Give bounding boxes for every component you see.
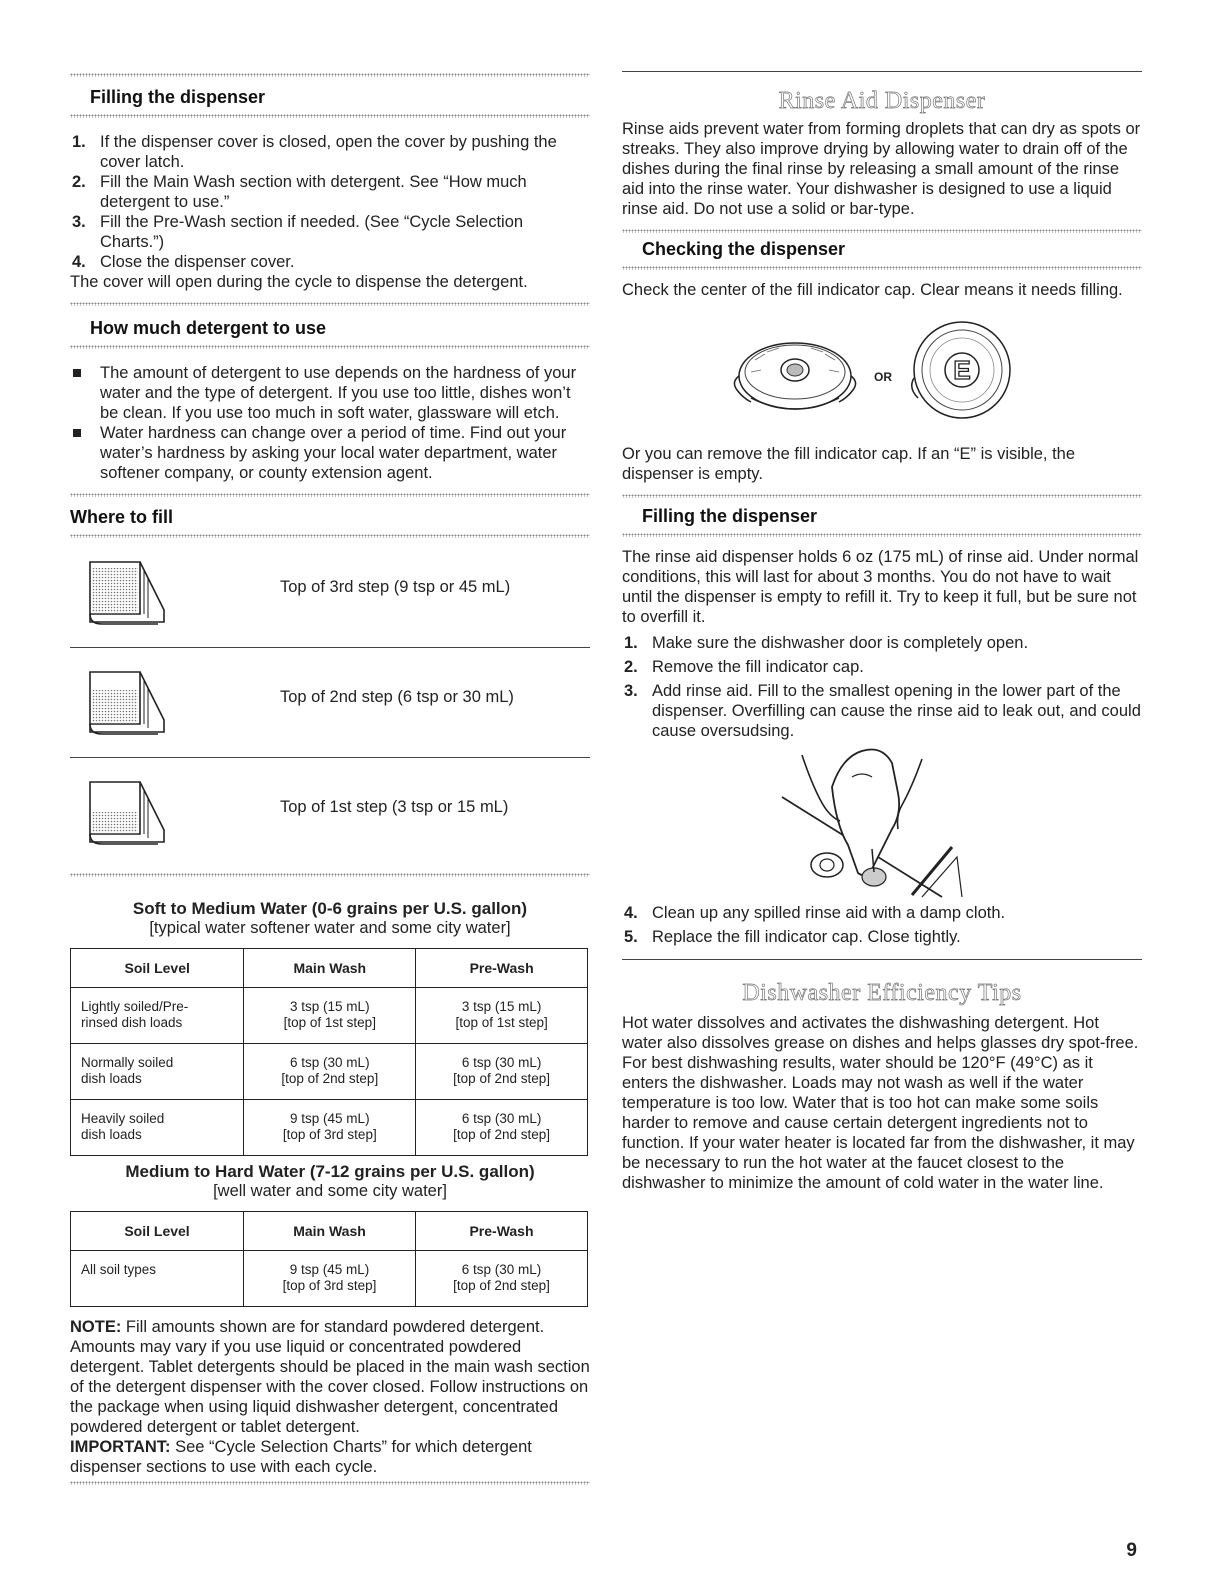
table-cell: Heavily soiled dish loads [71,1100,244,1156]
divider [70,302,590,306]
rinse-filling-steps [622,633,1142,741]
step-text: Clean up any spilled rinse aid with a damp cloth. [652,904,1006,922]
table-cell: 6 tsp (30 mL) [top of 2nd step] [416,1100,588,1156]
table-cell: 9 tsp (45 mL) [top of 3rd step] [244,1100,416,1156]
right-column [622,0,1142,1193]
hard-water-title: Medium to Hard Water (7-12 grains per U.S. gallon) [125,1162,535,1181]
hard-water-subtitle: [well water and some city water] [213,1182,447,1200]
divider [622,229,1142,233]
step-number: 2. [72,173,86,191]
step-text: Add rinse aid. Fill to the smallest opening in the lower part of the dispenser. Overfilling can cause the rinse aid to leak out, and could cause oversudsing. [652,682,1141,740]
bullet-item: The amount of detergent to use depends on the hardness of your water and the type of detergent. If you use too little, dishes won’t be clean. If you use too much in soft water, glassware will etch. [70,363,590,423]
table-cell: All soil types [71,1251,244,1307]
efficiency-text: Hot water dissolves and activates the dishwashing detergent. Hot water also dissolves grease on dishes and helps glasses dry spot-free. For best dishwashing results, water should be 120°F (49°C) as it enters the dishwasher. Loads may not wash as well if the water temperature is too low. Water that is too hot can make some soils harder to remove and cause certain detergent ingredients not to function. If your water heater is located far from the dishwasher, it may be necessary to run the hot water at the faucet closest to the dishwasher to minimize the amount of cold water in the water line. [622,1014,1139,1192]
step-item [622,657,1142,677]
table-row [71,1251,588,1307]
bullet-item: Water hardness can change over a period of time. Find out your water’s hardness by asking your local water department, water softener company, or county extension agent. [70,423,590,483]
fill-levels [70,552,590,867]
soft-water-subtitle: [typical water softener water and some city water] [149,919,511,937]
soft-water-table [70,948,588,1156]
step-item [622,633,1142,653]
step-item [70,132,590,172]
step-number: 2. [624,658,638,676]
detergent-cup-icon [74,772,174,852]
table-header-cell: Pre-Wash [416,1212,588,1251]
table-cell: Normally soiled dish loads [71,1044,244,1100]
divider [70,345,590,349]
table-header-row [71,1212,588,1251]
checking-text: Check the center of the fill indicator cap. Clear means it needs filling. [622,281,1123,299]
table-header-cell: Soil Level [71,1212,244,1251]
fill-level-row [70,772,590,867]
rinse-aid-heading: Rinse Aid Dispenser [778,88,986,114]
detergent-cup-icon [74,662,174,742]
filling-after: The cover will open during the cycle to dispense the detergent. [70,273,528,291]
soft-water-title: Soft to Medium Water (0-6 grains per U.S. gallon) [132,899,528,918]
fill-indicator-illustration [622,314,1142,432]
divider [622,533,1142,537]
table-cell: 6 tsp (30 mL) [top of 2nd step] [244,1044,416,1100]
where-title: Where to fill [70,507,173,527]
page-number: 9 [1126,1540,1137,1561]
rinse-aid-bottle-icon [622,747,1142,899]
detergent-cup-icon [74,552,174,632]
step-text: Fill the Main Wash section with detergent. See “How much detergent to use.” [100,173,527,211]
step-text: Make sure the dishwasher door is completely open. [652,634,1029,652]
howmuch-bullets [70,363,590,483]
table-row [71,988,588,1044]
table-cell: Lightly soiled/Pre- rinsed dish loads [71,988,244,1044]
step-number: 1. [624,634,638,652]
table-cell: 3 tsp (15 mL) [top of 1st step] [416,988,588,1044]
rinse-filling-intro: The rinse aid dispenser holds 6 oz (175 mL) of rinse aid. Under normal conditions, this will last for about 3 months. You do not have to wait until the dispenser is empty to refill it. Try to keep it full, but be sure not to overfill it. [622,548,1139,626]
divider [622,266,1142,270]
checking-title: Checking the dispenser [642,239,846,259]
step-text: Remove the fill indicator cap. [652,658,864,676]
step-number: 3. [72,213,86,231]
divider [70,493,590,497]
divider [70,873,590,877]
step-number: 3. [624,682,638,700]
cap-or-label: OR [874,370,892,384]
divider [622,494,1142,498]
divider [70,534,590,538]
fill-level-label: Top of 2nd step (6 tsp or 30 mL) [280,688,514,706]
table-cell: 3 tsp (15 mL) [top of 1st step] [244,988,416,1044]
howmuch-title: How much detergent to use [90,318,327,338]
step-text: Replace the fill indicator cap. Close tightly. [652,928,961,946]
efficiency-heading: Dishwasher Efficiency Tips [742,980,1022,1006]
filling-title-right: Filling the dispenser [642,506,818,526]
table-header-cell: Soil Level [71,949,244,988]
important-label: IMPORTANT: [70,1438,171,1456]
step-number: 4. [624,904,638,922]
step-item [622,903,1142,923]
divider [70,114,590,118]
note-text: Fill amounts shown are for standard powdered detergent. Amounts may vary if you use liquid or concentrated powdered detergent. Tablet detergents should be placed in the main wash section of the detergent dispenser with the cover closed. Follow instructions on the package when using liquid dishwasher detergent, concentrated powdered detergent or tablet detergent. [70,1318,590,1436]
important-paragraph [70,1437,590,1477]
step-item [70,212,590,252]
rinse-filling-steps-continued [622,903,1142,947]
step-text: Fill the Pre-Wash section if needed. (See “Cycle Selection Charts.”) [100,213,524,251]
table-row [71,1100,588,1156]
section-rule [622,959,1142,960]
divider [70,73,590,77]
fill-cap-icon [622,314,1142,432]
table-header-cell: Main Wash [244,949,416,988]
table-cell: 6 tsp (30 mL) [top of 2nd step] [416,1044,588,1100]
left-column [70,0,590,1485]
table-cell: 9 tsp (45 mL) [top of 3rd step] [244,1251,416,1307]
section-rule [622,71,1142,72]
filling-steps [70,132,590,272]
table-header-row [71,949,588,988]
step-number: 4. [72,253,86,271]
rinse-intro: Rinse aids prevent water from forming droplets that can dry as spots or streaks. They also improve drying by allowing water to drain off of the dishes during the final rinse by releasing a small amount of the rinse aid into the rinse water. Your dishwasher is designed to use a liquid rinse aid. Do not use a solid or bar-type. [622,120,1141,218]
table-header-cell: Pre-Wash [416,949,588,988]
table-header-cell: Main Wash [244,1212,416,1251]
fill-level-row [70,662,590,757]
fill-level-divider [70,647,590,648]
cap-letter: E [953,355,971,385]
step-text: If the dispenser cover is closed, open the cover by pushing the cover latch. [100,133,557,171]
note-label: NOTE: [70,1318,122,1336]
pouring-illustration [622,747,1142,899]
hard-water-table [70,1211,588,1307]
fill-level-label: Top of 1st step (3 tsp or 15 mL) [280,798,509,816]
divider [70,1481,590,1485]
table-row [71,1044,588,1100]
table-cell: 6 tsp (30 mL) [top of 2nd step] [416,1251,588,1307]
checking-after: Or you can remove the fill indicator cap. If an “E” is visible, the dispenser is empty. [622,445,1076,483]
fill-level-row [70,552,590,647]
step-number: 5. [624,928,638,946]
step-text: Close the dispenser cover. [100,253,295,271]
step-item [70,172,590,212]
step-item [622,681,1142,741]
important-text: See “Cycle Selection Charts” for which detergent dispenser sections to use with each cycle. [70,1438,532,1476]
filling-title: Filling the dispenser [90,87,266,107]
step-item [70,252,590,272]
note-paragraph [70,1317,590,1437]
step-item [622,927,1142,947]
fill-level-divider [70,757,590,758]
fill-level-label: Top of 3rd step (9 tsp or 45 mL) [280,578,511,596]
step-number: 1. [72,133,86,151]
